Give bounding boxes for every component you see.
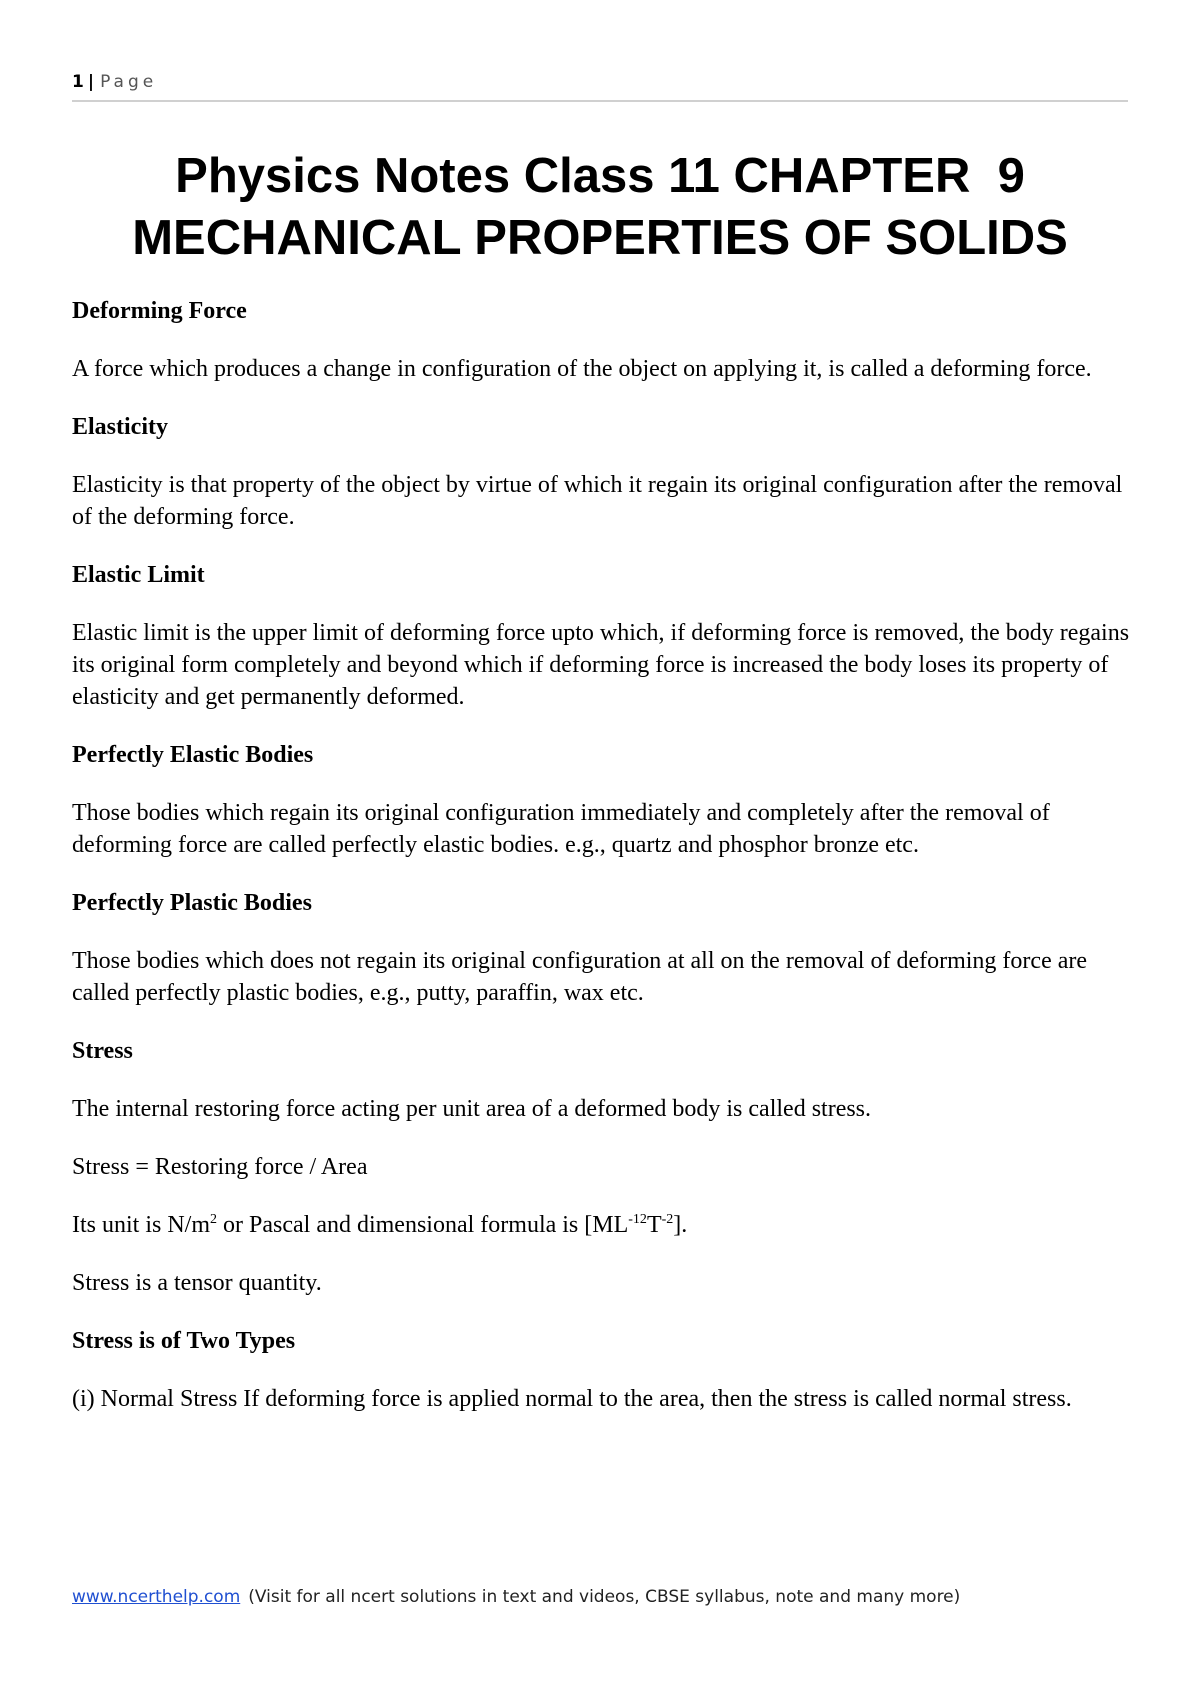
- unit-sup-1: 2: [210, 1212, 218, 1227]
- page-title: [72, 145, 1128, 269]
- heading-elastic-limit: Elastic Limit: [72, 562, 205, 588]
- heading-stress-types: Stress is of Two Types: [72, 1328, 296, 1354]
- unit-t: T: [646, 1212, 662, 1238]
- paragraph-stress-formula: Stress = Restoring force / Area: [72, 1154, 368, 1180]
- title-line-2: MECHANICAL PROPERTIES OF SOLIDS: [132, 211, 1068, 265]
- paragraph-perfectly-elastic-bodies: Those bodies which regain its original configuration immediately and completely after the removal of deforming force are called perfectly elastic bodies. e.g., quartz and phosphor bronze etc.: [72, 800, 1050, 858]
- paragraph-deforming-force: A force which produces a change in configuration of the object on applying it, is called a deforming force.: [72, 356, 1092, 382]
- heading-deforming-force: Deforming Force: [72, 298, 247, 324]
- unit-sup-2: -12: [628, 1212, 647, 1227]
- page-header: [72, 72, 1128, 102]
- page-number: 1: [72, 72, 84, 92]
- unit-middle: or Pascal and dimensional formula is [ML: [217, 1212, 629, 1238]
- paragraph-stress-unit: [72, 1209, 1130, 1241]
- heading-elasticity: Elasticity: [72, 414, 168, 440]
- heading-stress: Stress: [72, 1038, 133, 1064]
- ncerthelp-link[interactable]: www.ncerthelp.com: [72, 1587, 241, 1607]
- footer-note: (Visit for all ncert solutions in text and videos, CBSE syllabus, note and many more): [248, 1587, 961, 1607]
- document-body: [72, 295, 1130, 1441]
- paragraph-normal-stress: (i) Normal Stress If deforming force is applied normal to the area, then the stress is called normal stress.: [72, 1386, 1072, 1412]
- title-line-1: Physics Notes Class 11 CHAPTER 9: [175, 149, 1025, 203]
- unit-suffix: ].: [673, 1212, 688, 1238]
- paragraph-perfectly-plastic-bodies: Those bodies which does not regain its original configuration at all on the removal of deforming force are called perfectly plastic bodies, e.g., putty, paraffin, wax etc.: [72, 948, 1088, 1006]
- heading-perfectly-plastic-bodies: Perfectly Plastic Bodies: [72, 890, 312, 916]
- unit-sup-3: -2: [661, 1212, 674, 1227]
- paragraph-elasticity: Elasticity is that property of the object by virtue of which it regain its original configuration after the removal of the deforming force.: [72, 472, 1123, 530]
- page-footer: [72, 1587, 960, 1607]
- page-word: Page: [100, 72, 158, 92]
- paragraph-elastic-limit: Elastic limit is the upper limit of deforming force upto which, if deforming force is removed, the body regains its original form completely and beyond which if deforming force is increased the body loses its property of elasticity and get permanently deformed.: [72, 620, 1130, 710]
- heading-perfectly-elastic-bodies: Perfectly Elastic Bodies: [72, 742, 314, 768]
- page-separator: |: [87, 72, 95, 92]
- paragraph-stress-tensor: Stress is a tensor quantity.: [72, 1270, 322, 1296]
- unit-prefix: Its unit is N/m: [72, 1212, 211, 1238]
- paragraph-stress-definition: The internal restoring force acting per unit area of a deformed body is called stress.: [72, 1096, 872, 1122]
